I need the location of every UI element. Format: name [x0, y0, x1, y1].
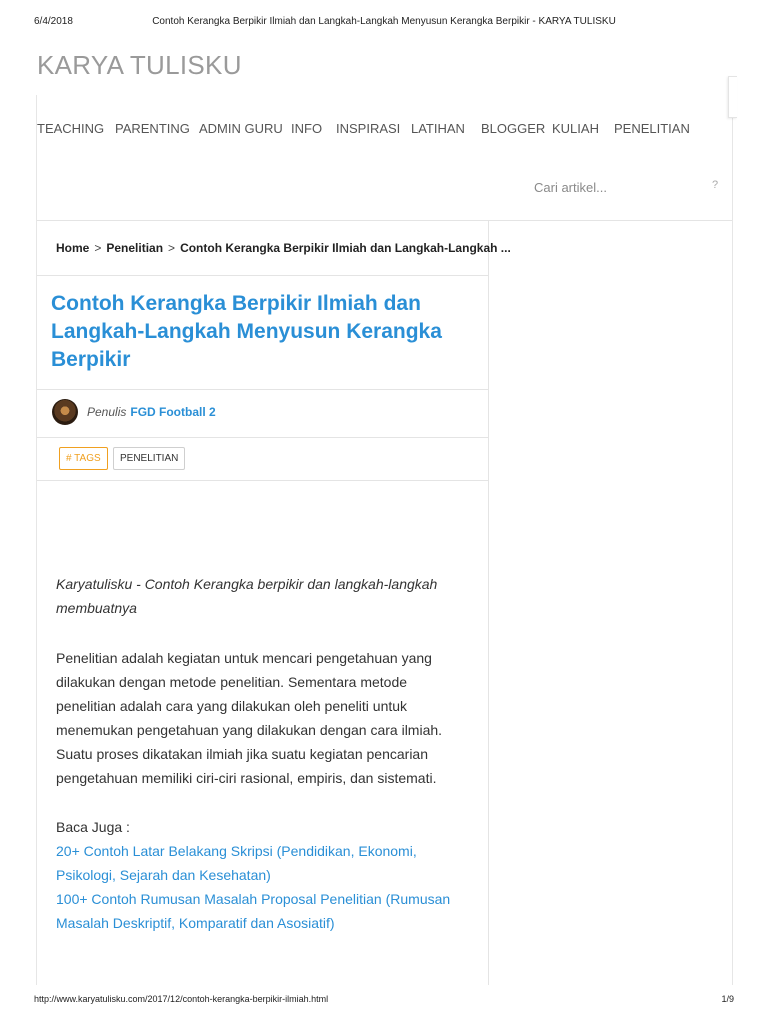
breadcrumb	[56, 241, 511, 255]
breadcrumb-current: Contoh Kerangka Berpikir Ilmiah dan Langkah-Langkah ...	[180, 241, 511, 255]
frame-left-border	[36, 95, 37, 985]
nav-item-latihan[interactable]: LATIHAN	[411, 121, 465, 136]
breadcrumb-home[interactable]: Home	[56, 241, 90, 255]
breadcrumb-category[interactable]: Penelitian	[106, 241, 164, 255]
nav-item-penelitian[interactable]: PENELITIAN	[614, 121, 690, 136]
print-footer	[34, 994, 734, 1008]
breadcrumb-separator: >	[94, 241, 102, 255]
title-divider	[37, 389, 488, 390]
search-input[interactable]	[534, 178, 704, 196]
author-divider	[37, 437, 488, 438]
print-url: http://www.karyatulisku.com/2017/12/contoh-kerangka-berpikir-ilmiah.html	[34, 994, 329, 1004]
nav-item-inspirasi[interactable]: INSPIRASI	[336, 121, 401, 136]
sidebar-divider	[488, 221, 489, 985]
post-title: Contoh Kerangka Berpikir Ilmiah dan Langkah-Langkah Menyusun Kerangka Berpikir	[51, 292, 442, 371]
post-paragraph: Penelitian adalah kegiatan untuk mencari pengetahuan yang dilakukan dengan metode penelitian. Sementara metode penelitian adalah cara yang dilakukan oleh peneliti untuk menemukan pengetahuan yang dilakukan dengan cara ilmiah. Suatu proses dikatakan ilmiah jika suatu kegiatan pencarian pengetahuan memiliki ciri-ciri rasional, empiris, dan sistemati.	[56, 650, 443, 786]
nav-item-teaching[interactable]: TEACHING	[37, 121, 105, 136]
nav-item-info[interactable]: INFO	[291, 121, 323, 136]
related-link[interactable]: 100+ Contoh Rumusan Masalah Proposal Penelitian (Rumusan Masalah Deskriptif, Komparatif dan Asosiatif)	[56, 891, 451, 931]
related-link[interactable]: 20+ Contoh Latar Belakang Skripsi (Pendidikan, Ekonomi, Psikologi, Sejarah dan Kesehatan)	[56, 843, 417, 883]
print-date: 6/4/2018	[34, 16, 73, 27]
avatar[interactable]	[52, 399, 78, 425]
search-box	[518, 170, 732, 204]
author-byline	[87, 405, 216, 419]
post-intro: Karyatulisku - Contoh Kerangka berpikir dan langkah-langkah membuatnya	[56, 576, 438, 616]
print-page-number: 1/9	[721, 994, 734, 1004]
baca-juga-section	[56, 815, 466, 935]
baca-juga-label: Baca Juga :	[56, 819, 130, 835]
print-title: Contoh Kerangka Berpikir Ilmiah dan Langkah-Langkah Menyusun Kerangka Berpikir - KARYA TULISKU	[152, 16, 616, 27]
frame-right-border	[732, 95, 733, 985]
site-title[interactable]: KARYA TULISKU	[37, 50, 242, 80]
nav-item-parenting[interactable]: PARENTING	[115, 121, 190, 136]
tags-divider	[37, 480, 488, 481]
breadcrumb-divider	[37, 275, 488, 276]
nav-item-kuliah[interactable]: KULIAH	[552, 121, 599, 136]
author-label: Penulis	[87, 405, 127, 419]
tag-penelitian[interactable]: PENELITIAN	[113, 447, 185, 470]
author-name-link[interactable]: FGD Football 2	[130, 405, 216, 419]
tags-badge: # TAGS	[59, 447, 108, 470]
breadcrumb-separator: >	[168, 241, 176, 255]
header-divider	[37, 220, 732, 221]
nav-item-admin-guru[interactable]: ADMIN GURU	[199, 121, 283, 136]
nav-item-blogger[interactable]: BLOGGER	[481, 121, 546, 136]
print-header	[34, 16, 734, 30]
search-icon[interactable]: ?	[712, 179, 719, 191]
corner-widget[interactable]	[728, 76, 737, 118]
